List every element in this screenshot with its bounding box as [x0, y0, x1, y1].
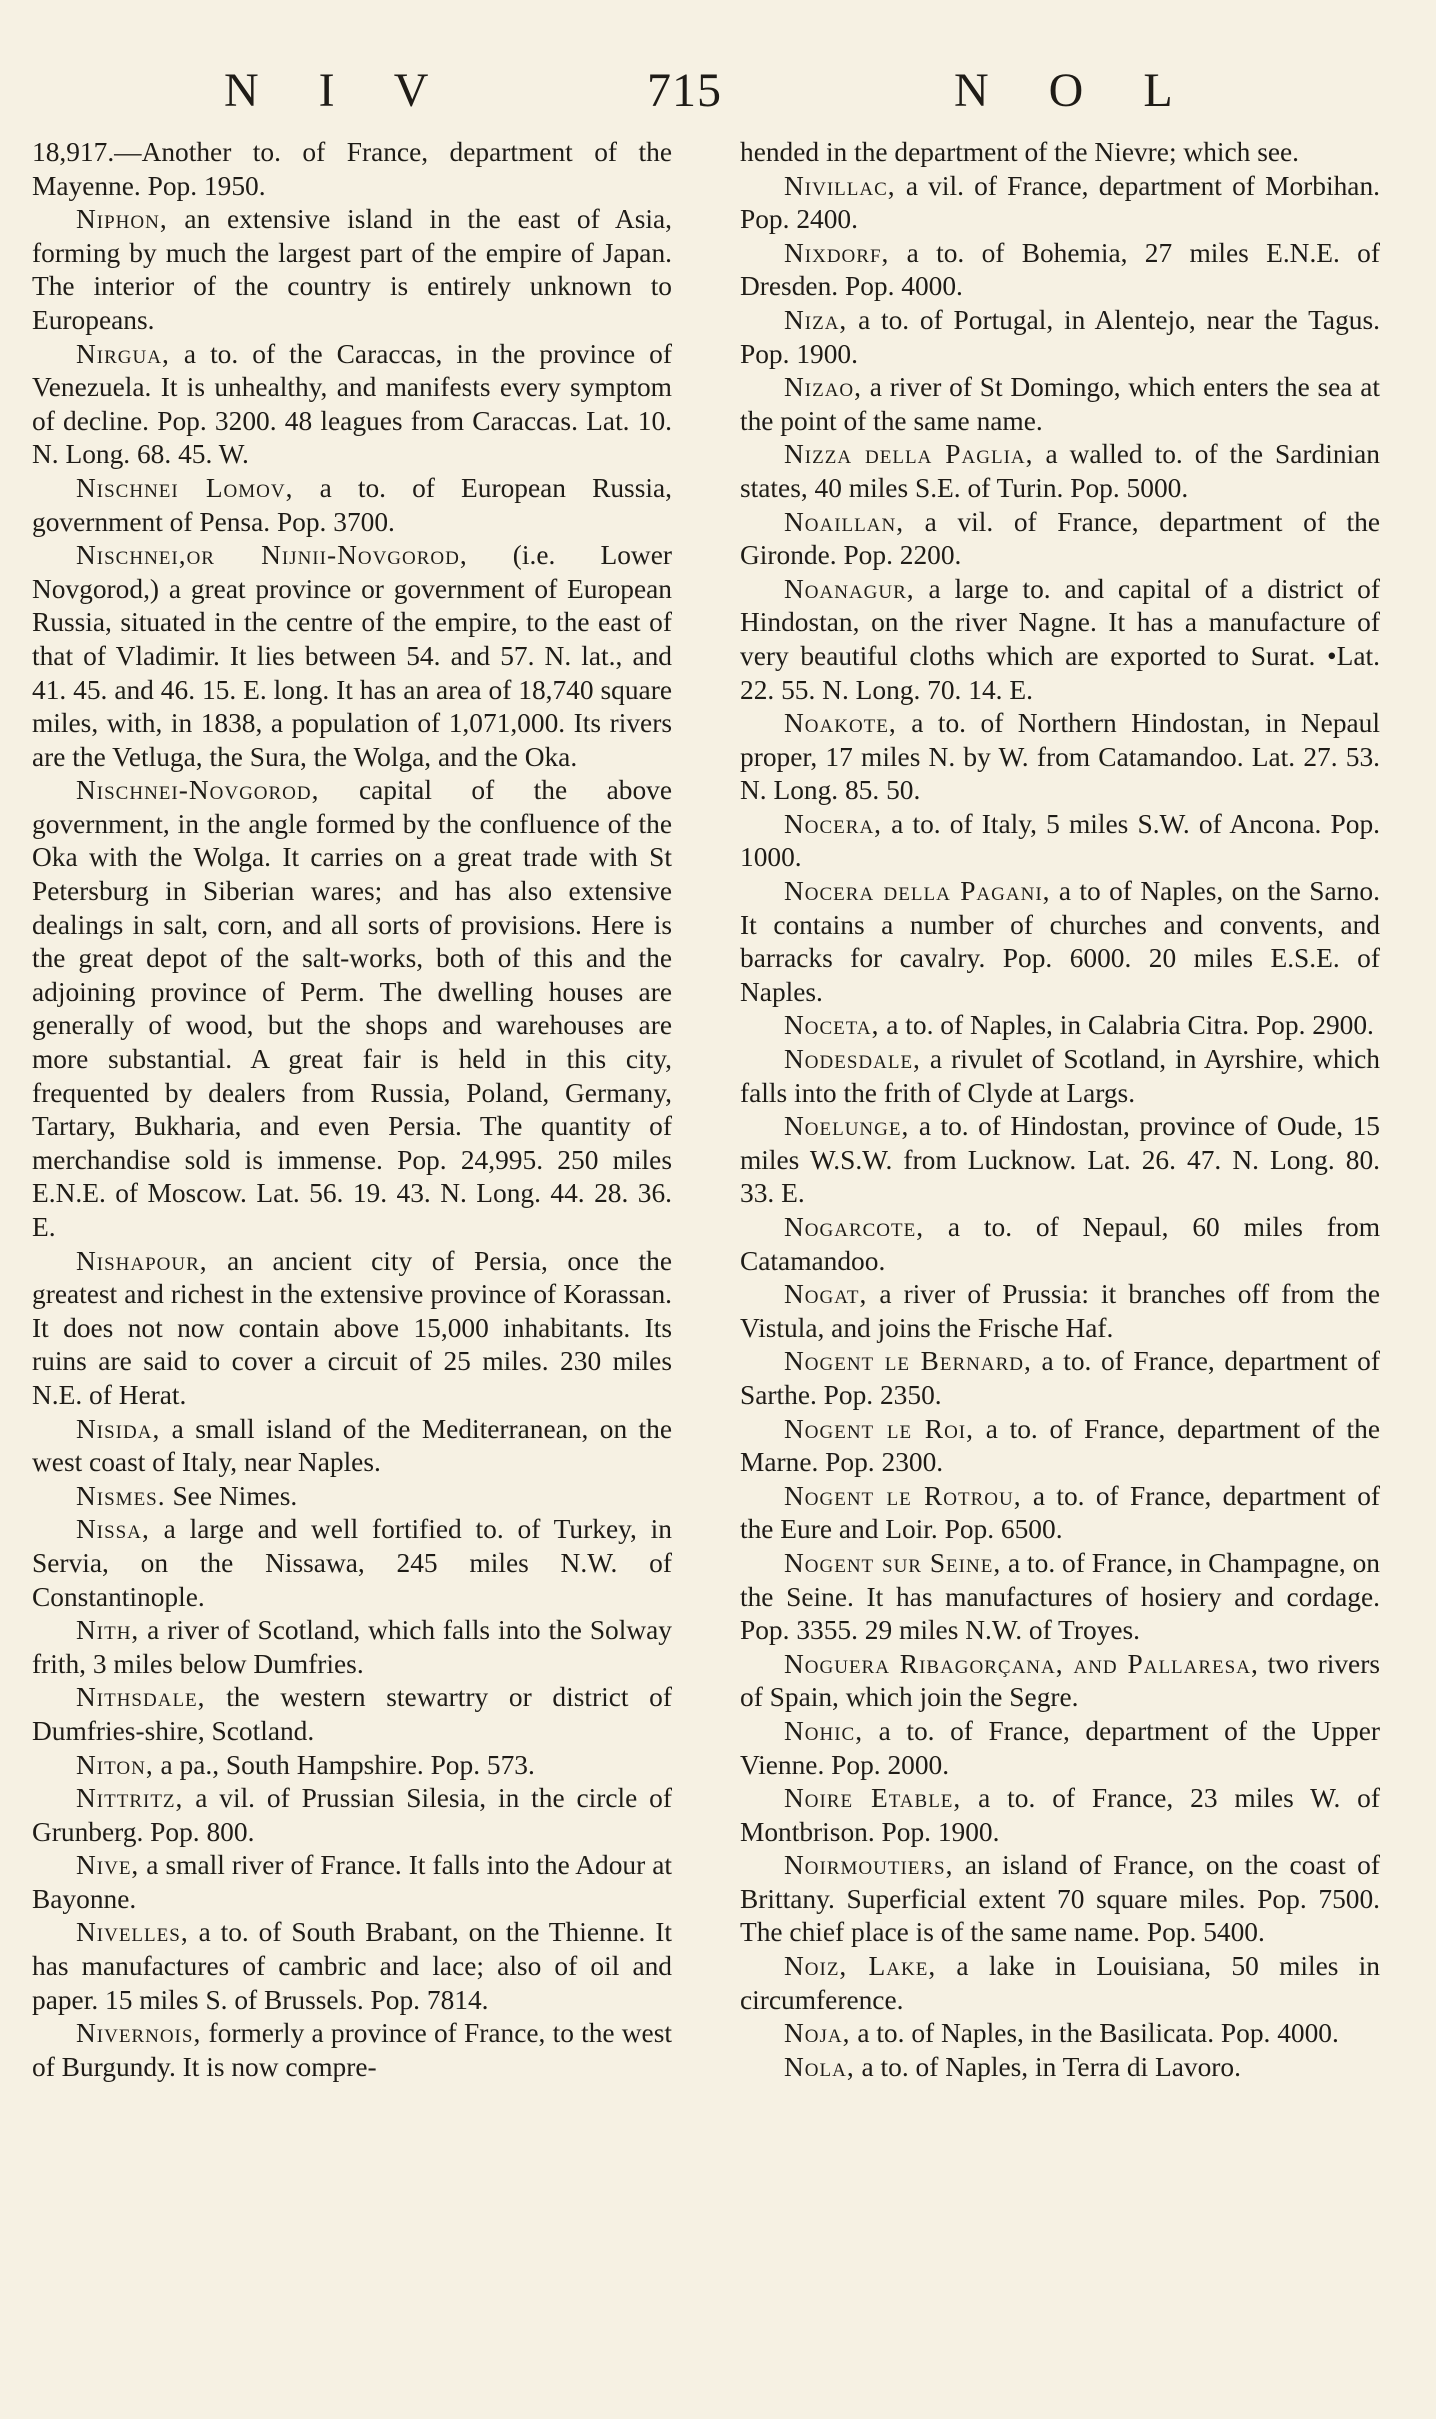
entry-headword: Noja, — [784, 2018, 851, 2049]
gazetteer-entry — [740, 1547, 1380, 1648]
entry-headword: Niton, — [76, 1749, 154, 1780]
gazetteer-entry — [740, 506, 1380, 573]
gazetteer-entry — [740, 1648, 1380, 1715]
gazetteer-entry — [740, 304, 1380, 371]
entry-text: a vil. of France, department of the Gironde. Pop. 2200. — [740, 506, 1380, 571]
entry-text: a to. of France, department of the Upper Vienne. Pop. 2000. — [740, 1715, 1380, 1780]
entry-headword: Nivelles, — [76, 1917, 189, 1948]
gazetteer-entry — [740, 371, 1380, 438]
gazetteer-entry — [740, 1849, 1380, 1950]
entry-headword: Noire Etable, — [784, 1783, 962, 1814]
entry-text: a river of St Domingo, which enters the sea at the point of the same name. — [740, 372, 1380, 436]
entry-headword: Nivillac, — [784, 170, 896, 201]
entry-text: a large to. and capital of a district of Hindostan, on the river Nagne. It has a manufacture of very beautiful cloths which are exported to Surat. •Lat. 22. 55. N. Long. 70. 14. E. — [740, 573, 1380, 705]
page-number: 715 — [647, 64, 722, 117]
gazetteer-entry — [740, 875, 1380, 1009]
entry-headword: Nogent sur Seine, — [784, 1547, 1002, 1578]
gazetteer-entry — [740, 808, 1380, 875]
entry-text: a to. of European Russia, government of Pensa. Pop. 3700. — [32, 472, 672, 537]
gazetteer-entry — [740, 1043, 1380, 1110]
gazetteer-entry — [740, 1110, 1380, 1211]
gazetteer-entry — [32, 1681, 672, 1748]
entry-text: a to. of France, in Champagne, on the Seine. It has manufactures of hosiery and cordage. Pop. 3355. 29 miles N.W. of Troyes. — [740, 1547, 1380, 1646]
gazetteer-entry — [740, 136, 1380, 170]
entry-text: See Nimes. — [165, 1480, 298, 1511]
gazetteer-entry — [740, 237, 1380, 304]
entry-text: a lake in Louisiana, 50 miles in circumference. — [740, 1951, 1380, 2015]
gazetteer-entry — [740, 1345, 1380, 1412]
entry-headword: Nodesdale, — [784, 1044, 921, 1075]
entry-headword: Nischnei-Novgorod, — [76, 775, 320, 806]
entry-headword: Nischnei Lomov, — [76, 472, 294, 503]
entry-text: an extensive island in the east of Asia, forming by much the largest part of the empire of Japan. The interior of the country is entirely unknown to Europeans. — [32, 204, 672, 335]
entry-headword: Nittritz, — [76, 1783, 184, 1814]
entry-text: a to. of the Caraccas, in the province of Venezuela. It is unhealthy, and manifests every symptom of decline. Pop. 3200. 48 leagues from Caraccas. Lat. 10. N. Long. 68. 45. W. — [32, 338, 672, 470]
gazetteer-entry — [740, 170, 1380, 237]
entry-text: a river of Scotland, which falls into the Solway frith, 3 miles below Dumfries. — [32, 1615, 672, 1679]
gazetteer-entry — [32, 1614, 672, 1681]
gazetteer-entry — [32, 1413, 672, 1480]
entry-headword: Noanagur, — [784, 573, 915, 604]
entry-text: a pa., South Hampshire. Pop. 573. — [153, 1749, 535, 1780]
entry-headword: Nogent le Rotrou, — [784, 1480, 1022, 1511]
entry-headword: Nisida, — [76, 1413, 161, 1444]
entry-text: a to. of France, 23 miles W. of Montbrison. Pop. 1900. — [740, 1783, 1380, 1847]
gazetteer-entry — [740, 1211, 1380, 1278]
running-header — [32, 60, 1380, 122]
entry-text: a vil. of Prussian Silesia, in the circle of Grunberg. Pop. 800. — [32, 1783, 672, 1847]
two-column-body — [32, 136, 1380, 2084]
entry-headword: Noceta, — [784, 1010, 880, 1041]
entry-text: (i.e. Lower Novgorod,) a great province or government of European Russia, situated in the centre of the empire, to the east of that of Vladimir. It lies between 54. and 57. N. lat., and 41. 45. and 46. 15. E. long. It has an area of 18,740 square miles, with, in 1838, a population of 1,071,000. Its rivers are the Vetluga, the Sura, the Wolga, and the Oka. — [32, 540, 672, 772]
gazetteer-entry — [32, 1782, 672, 1849]
gazetteer-entry — [32, 1749, 672, 1783]
left-column — [32, 136, 672, 2084]
entry-headword: Nocera, — [784, 808, 883, 839]
right-column — [740, 136, 1380, 2084]
entry-text: an island of France, on the coast of Brittany. Superficial extent 70 square miles. Pop. 7500. The chief place is of the same name. Pop. 5400. — [740, 1850, 1380, 1948]
gazetteer-entry — [740, 1782, 1380, 1849]
entry-text: a to. of France, department of the Eure and Loir. Pop. 6500. — [740, 1480, 1381, 1545]
gazetteer-entry — [32, 1245, 672, 1413]
gazetteer-entry — [740, 1278, 1380, 1345]
entry-headword: Nizao, — [784, 372, 863, 403]
entry-headword: Nogarcote, — [784, 1212, 925, 1242]
gazetteer-entry — [32, 1849, 672, 1916]
entry-headword: Noaillan, — [784, 506, 905, 537]
gazetteer-entry — [32, 472, 672, 539]
entry-text: a to. of South Brabant, on the Thienne. It has manufactures of cambric and lace; also of oil and paper. 15 miles S. of Brussels. Pop. 7814. — [32, 1917, 672, 2015]
entry-text: a rivulet of Scotland, in Ayrshire, which falls into the frith of Clyde at Largs. — [740, 1044, 1380, 1108]
entry-headword: Nishapour, — [76, 1245, 208, 1276]
entry-text: two rivers of Spain, which join the Segre. — [740, 1648, 1380, 1713]
entry-headword: Nischnei,or Nijnii-Novgorod, — [76, 540, 468, 571]
entry-text: a to. of Northern Hindostan, in Nepaul proper, 17 miles N. by W. from Catamandoo. Lat. 27. 53. N. Long. 85. 50. — [740, 708, 1380, 806]
entry-text: a to. of Portugal, in Alentejo, near the Tagus. Pop. 1900. — [740, 304, 1380, 369]
gazetteer-entry — [740, 1009, 1380, 1043]
entry-text: a to. of Italy, 5 miles S.W. of Ancona. Pop. 1000. — [740, 808, 1380, 873]
entry-text: a to. of Naples, in Terra di Lavoro. — [854, 2051, 1241, 2082]
entry-headword: Nohic, — [784, 1715, 864, 1746]
entry-headword: Noguera Ribagorçana, and Pallaresa, — [784, 1648, 1259, 1679]
gazetteer-entry — [740, 1715, 1380, 1782]
gazetteer-entry — [740, 2051, 1380, 2085]
entry-text: a vil. of France, department of Morbihan. Pop. 2400. — [740, 170, 1380, 235]
entry-headword: Nola, — [784, 2051, 855, 2082]
gazetteer-entry — [32, 539, 672, 774]
gazetteer-entry — [740, 2017, 1380, 2051]
entry-text: the western stewartry or district of Dumfries-shire, Scotland. — [32, 1682, 672, 1746]
gazetteer-entry — [740, 1950, 1380, 2017]
entry-text: a to. of Naples, in Calabria Citra. Pop. 2900. — [879, 1010, 1374, 1041]
gazetteer-entry — [740, 573, 1380, 707]
entry-headword: Niphon, — [76, 204, 168, 235]
entry-text: 18,917.—Another to. of France, department of the Mayenne. Pop. 1950. — [32, 137, 672, 201]
entry-text: a to. of Bohemia, 27 miles E.N.E. of Dresden. Pop. 4000. — [740, 237, 1380, 302]
entry-headword: Nixdorf, — [784, 237, 890, 268]
entry-headword: Nocera della Pagani, — [784, 876, 1051, 907]
header-left-guide: N I V — [224, 64, 453, 117]
entry-headword: Nissa, — [76, 1514, 150, 1545]
gazetteer-entry — [32, 136, 672, 203]
entry-text: a large and well fortified to. of Turkey, in Servia, on the Nissawa, 245 miles N.W. of Constantinople. — [32, 1514, 672, 1612]
entry-headword: Noelunge, — [784, 1111, 910, 1142]
entry-headword: Nizza della Paglia, — [784, 439, 1034, 470]
gazetteer-entry — [740, 1413, 1380, 1480]
entry-text: formerly a province of France, to the west of Burgundy. It is now compre- — [32, 2018, 672, 2082]
entry-headword: Nithsdale, — [76, 1682, 206, 1713]
entry-headword: Noakote, — [784, 708, 897, 739]
gazetteer-entry — [740, 438, 1380, 505]
gazetteer-entry — [740, 707, 1380, 808]
entry-text: a to. of France, department of Sarthe. Pop. 2350. — [740, 1346, 1381, 1410]
gazetteer-entry — [32, 1916, 672, 2017]
entry-text: capital of the above government, in the angle formed by the confluence of the Oka with the Wolga. It carries on a great trade with St Petersburg in Siberian wares; and has also extensive dealings in salt, corn, and all sorts of provisions. Here is the great depot of the salt-works, both of this and the adjoining province of Perm. The dwelling houses are generally of wood, but the shops and warehouses are more substantial. A great fair is held in this city, frequented by dealers from Russia, Poland, Germany, Tartary, Bukharia, and even Persia. The quantity of merchandise sold is immense. Pop. 24,995. 250 miles E.N.E. of Moscow. Lat. 56. 19. 43. N. Long. 44. 28. 36. E. — [32, 775, 672, 1242]
entry-headword: Nogat, — [784, 1279, 868, 1310]
entry-text: a to of Naples, on the Sarno. It contains a number of churches and convents, and barracks for cavalry. Pop. 6000. 20 miles E.S.E. of Naples. — [740, 876, 1380, 1007]
entry-headword: Noiz, Lake, — [784, 1951, 937, 1982]
entry-headword: Nivernois, — [76, 2018, 202, 2049]
gazetteer-entry — [32, 774, 672, 1244]
entry-headword: Nogent le Roi, — [784, 1413, 974, 1444]
entry-headword: Nogent le Bernard, — [784, 1346, 1032, 1377]
entry-headword: Noirmoutiers, — [784, 1850, 954, 1881]
gazetteer-entry — [32, 203, 672, 337]
gazetteer-entry — [32, 1513, 672, 1614]
gazetteer-entry — [32, 338, 672, 472]
entry-headword: Nirgua, — [76, 338, 170, 369]
gazetteer-entry — [32, 2017, 672, 2084]
header-right-guide: N O L — [954, 64, 1197, 117]
entry-headword: Niza, — [784, 304, 848, 335]
entry-text: a to. of Naples, in the Basilicata. Pop. 4000. — [850, 2018, 1339, 2049]
entry-text: a small island of the Mediterranean, on the west coast of Italy, near Naples. — [32, 1413, 672, 1478]
entry-headword: Nismes. — [76, 1480, 166, 1511]
entry-text: a to. of France, department of the Marne. Pop. 2300. — [740, 1413, 1380, 1478]
entry-headword: Nive, — [76, 1850, 140, 1881]
entry-text: a to. of Hindostan, province of Oude, 15 miles W.S.W. from Lucknow. Lat. 26. 47. N. Long. 80. 33. E. — [740, 1111, 1380, 1209]
entry-text: an ancient city of Persia, once the greatest and richest in the extensive province of Korassan. It does not now contain above 15,000 inhabitants. Its ruins are said to cover a circuit of 25 miles. 230 miles N.E. of Herat. — [32, 1245, 672, 1410]
entry-text: a to. of Nepaul, 60 miles from Catamandoo. — [740, 1212, 1380, 1276]
gazetteer-entry — [32, 1480, 672, 1514]
entry-text: a walled to. of the Sardinian states, 40 miles S.E. of Turin. Pop. 5000. — [740, 439, 1380, 503]
entry-text: a small river of France. It falls into the Adour at Bayonne. — [32, 1850, 672, 1914]
entry-headword: Nith, — [76, 1615, 140, 1646]
entry-text: a river of Prussia: it branches off from the Vistula, and joins the Frische Haf. — [740, 1279, 1380, 1343]
entry-text: hended in the department of the Nievre; which see. — [740, 137, 1300, 167]
gazetteer-entry — [740, 1480, 1380, 1547]
